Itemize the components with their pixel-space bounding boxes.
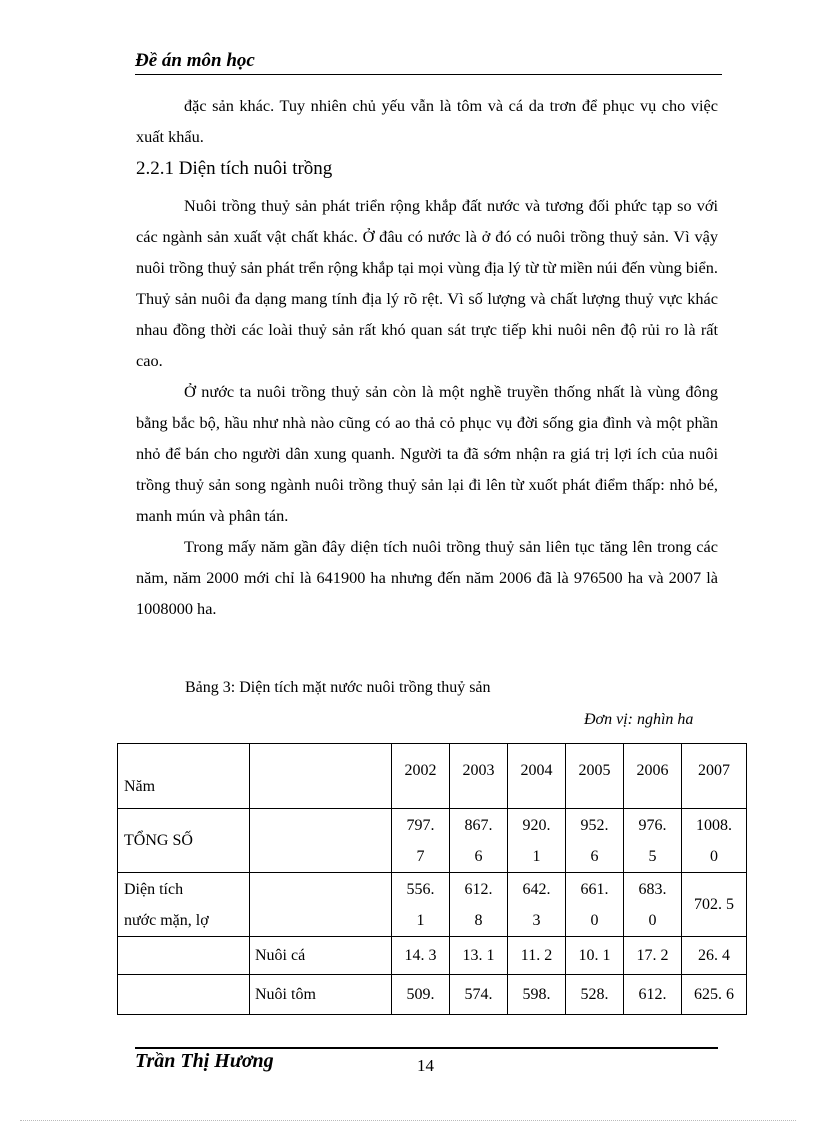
value-cell: 612. 8 [450,873,508,937]
table-row [118,744,747,809]
row-label: Nuôi cá [250,937,392,975]
value-cell: 10. 1 [566,937,624,975]
value-cell: 952. 6 [566,809,624,873]
data-table [117,743,747,1015]
value-cell: 976. 5 [624,809,682,873]
header-title: Đề án môn học [135,50,255,71]
year-cell: 2005 [566,744,624,809]
row-label: Diện tích nước mặn, lợ [118,873,250,937]
body-paragraphs [136,190,718,624]
table-row [118,809,747,873]
value-cell: 14. 3 [392,937,450,975]
table-row [118,873,747,937]
table-cell [250,873,392,937]
year-cell: 2003 [450,744,508,809]
page-header [135,48,722,75]
table-row [118,937,747,975]
value-cell: 26. 4 [682,937,747,975]
value-cell: 574. [450,975,508,1015]
value-cell: 1008. 0 [682,809,747,873]
value-cell: 509. [392,975,450,1015]
table-row [118,975,747,1015]
table-caption: Bảng 3: Diện tích mặt nước nuôi trồng thuỷ sản [185,679,491,696]
paragraph-intro [136,90,718,152]
table-cell [250,744,392,809]
table-cell [250,809,392,873]
value-cell: 702. 5 [682,873,747,937]
value-cell: 556. 1 [392,873,450,937]
header-label: Năm [118,744,250,809]
value-cell: 867. 6 [450,809,508,873]
value-cell: 661. 0 [566,873,624,937]
section-heading: 2.2.1 Diện tích nuôi trồng [136,158,333,179]
value-cell: 625. 6 [682,975,747,1015]
page-number: 14 [417,1056,434,1075]
row-label: TỔNG SỐ [118,809,250,873]
value-cell: 598. [508,975,566,1015]
year-cell: 2004 [508,744,566,809]
value-cell: 528. [566,975,624,1015]
paragraph-2: Ở nước ta nuôi trồng thuỷ sản còn là một nghề truyền thống nhất là vùng đông bằng bắc bộ, hầu như nhà nào cũng có ao thả cỏ phục vụ đời sống gia đình và một phần nhỏ để bán cho người dân xung quanh. Người ta đã sớm nhận ra giá trị lợi ích của nuôi trồng thuỷ sản song ngành nuôi trồng thuỷ sản lại đi lên từ xuốt phát điểm thấp: nhỏ bé, manh mún và phân tán. [136,382,718,525]
footer-divider [135,1047,718,1049]
value-cell: 17. 2 [624,937,682,975]
paragraph-0: đặc sản khác. Tuy nhiên chủ yếu vẫn là tôm và cá da trơn để phục vụ cho việc xuất khẩu. [136,96,718,146]
value-cell: 920. 1 [508,809,566,873]
value-cell: 11. 2 [508,937,566,975]
value-cell: 13. 1 [450,937,508,975]
value-cell: 612. [624,975,682,1015]
value-cell: 642. 3 [508,873,566,937]
year-cell: 2006 [624,744,682,809]
table-cell [118,975,250,1015]
footer-author: Trần Thị Hương [135,1050,274,1072]
year-cell: 2007 [682,744,747,809]
row-label: Nuôi tôm [250,975,392,1015]
table-unit: Đơn vị: nghìn ha [584,711,694,728]
year-cell: 2002 [392,744,450,809]
paragraph-3: Trong mấy năm gần đây diện tích nuôi trồng thuỷ sản liên tục tăng lên trong các năm, năm 2000 mới chỉ là 641900 ha nhưng đến năm 2006 đã là 976500 ha và 2007 là 1008000 ha. [136,537,718,618]
paragraph-1: Nuôi trồng thuỷ sản phát triển rộng khắp đất nước và tương đối phức tạp so với các ngành sản xuất vật chất khác. Ở đâu có nước là ở đó có nuôi trồng thuỷ sản. Vì vậy nuôi trồng thuỷ sản phát trển rộng khắp tại mọi vùng địa lý từ từ miền núi đến vùng biển. Thuỷ sản nuôi đa dạng mang tính địa lý rõ rệt. Vì số lượng và chất lượng thuỷ vực khác nhau đồng thời các loài thuỷ sản rất khó quan sát trực tiếp khi nuôi nên độ rủi ro là rất cao. [136,196,718,370]
value-cell: 683. 0 [624,873,682,937]
value-cell: 797. 7 [392,809,450,873]
page-bottom-divider [20,1120,796,1121]
table-cell [118,937,250,975]
